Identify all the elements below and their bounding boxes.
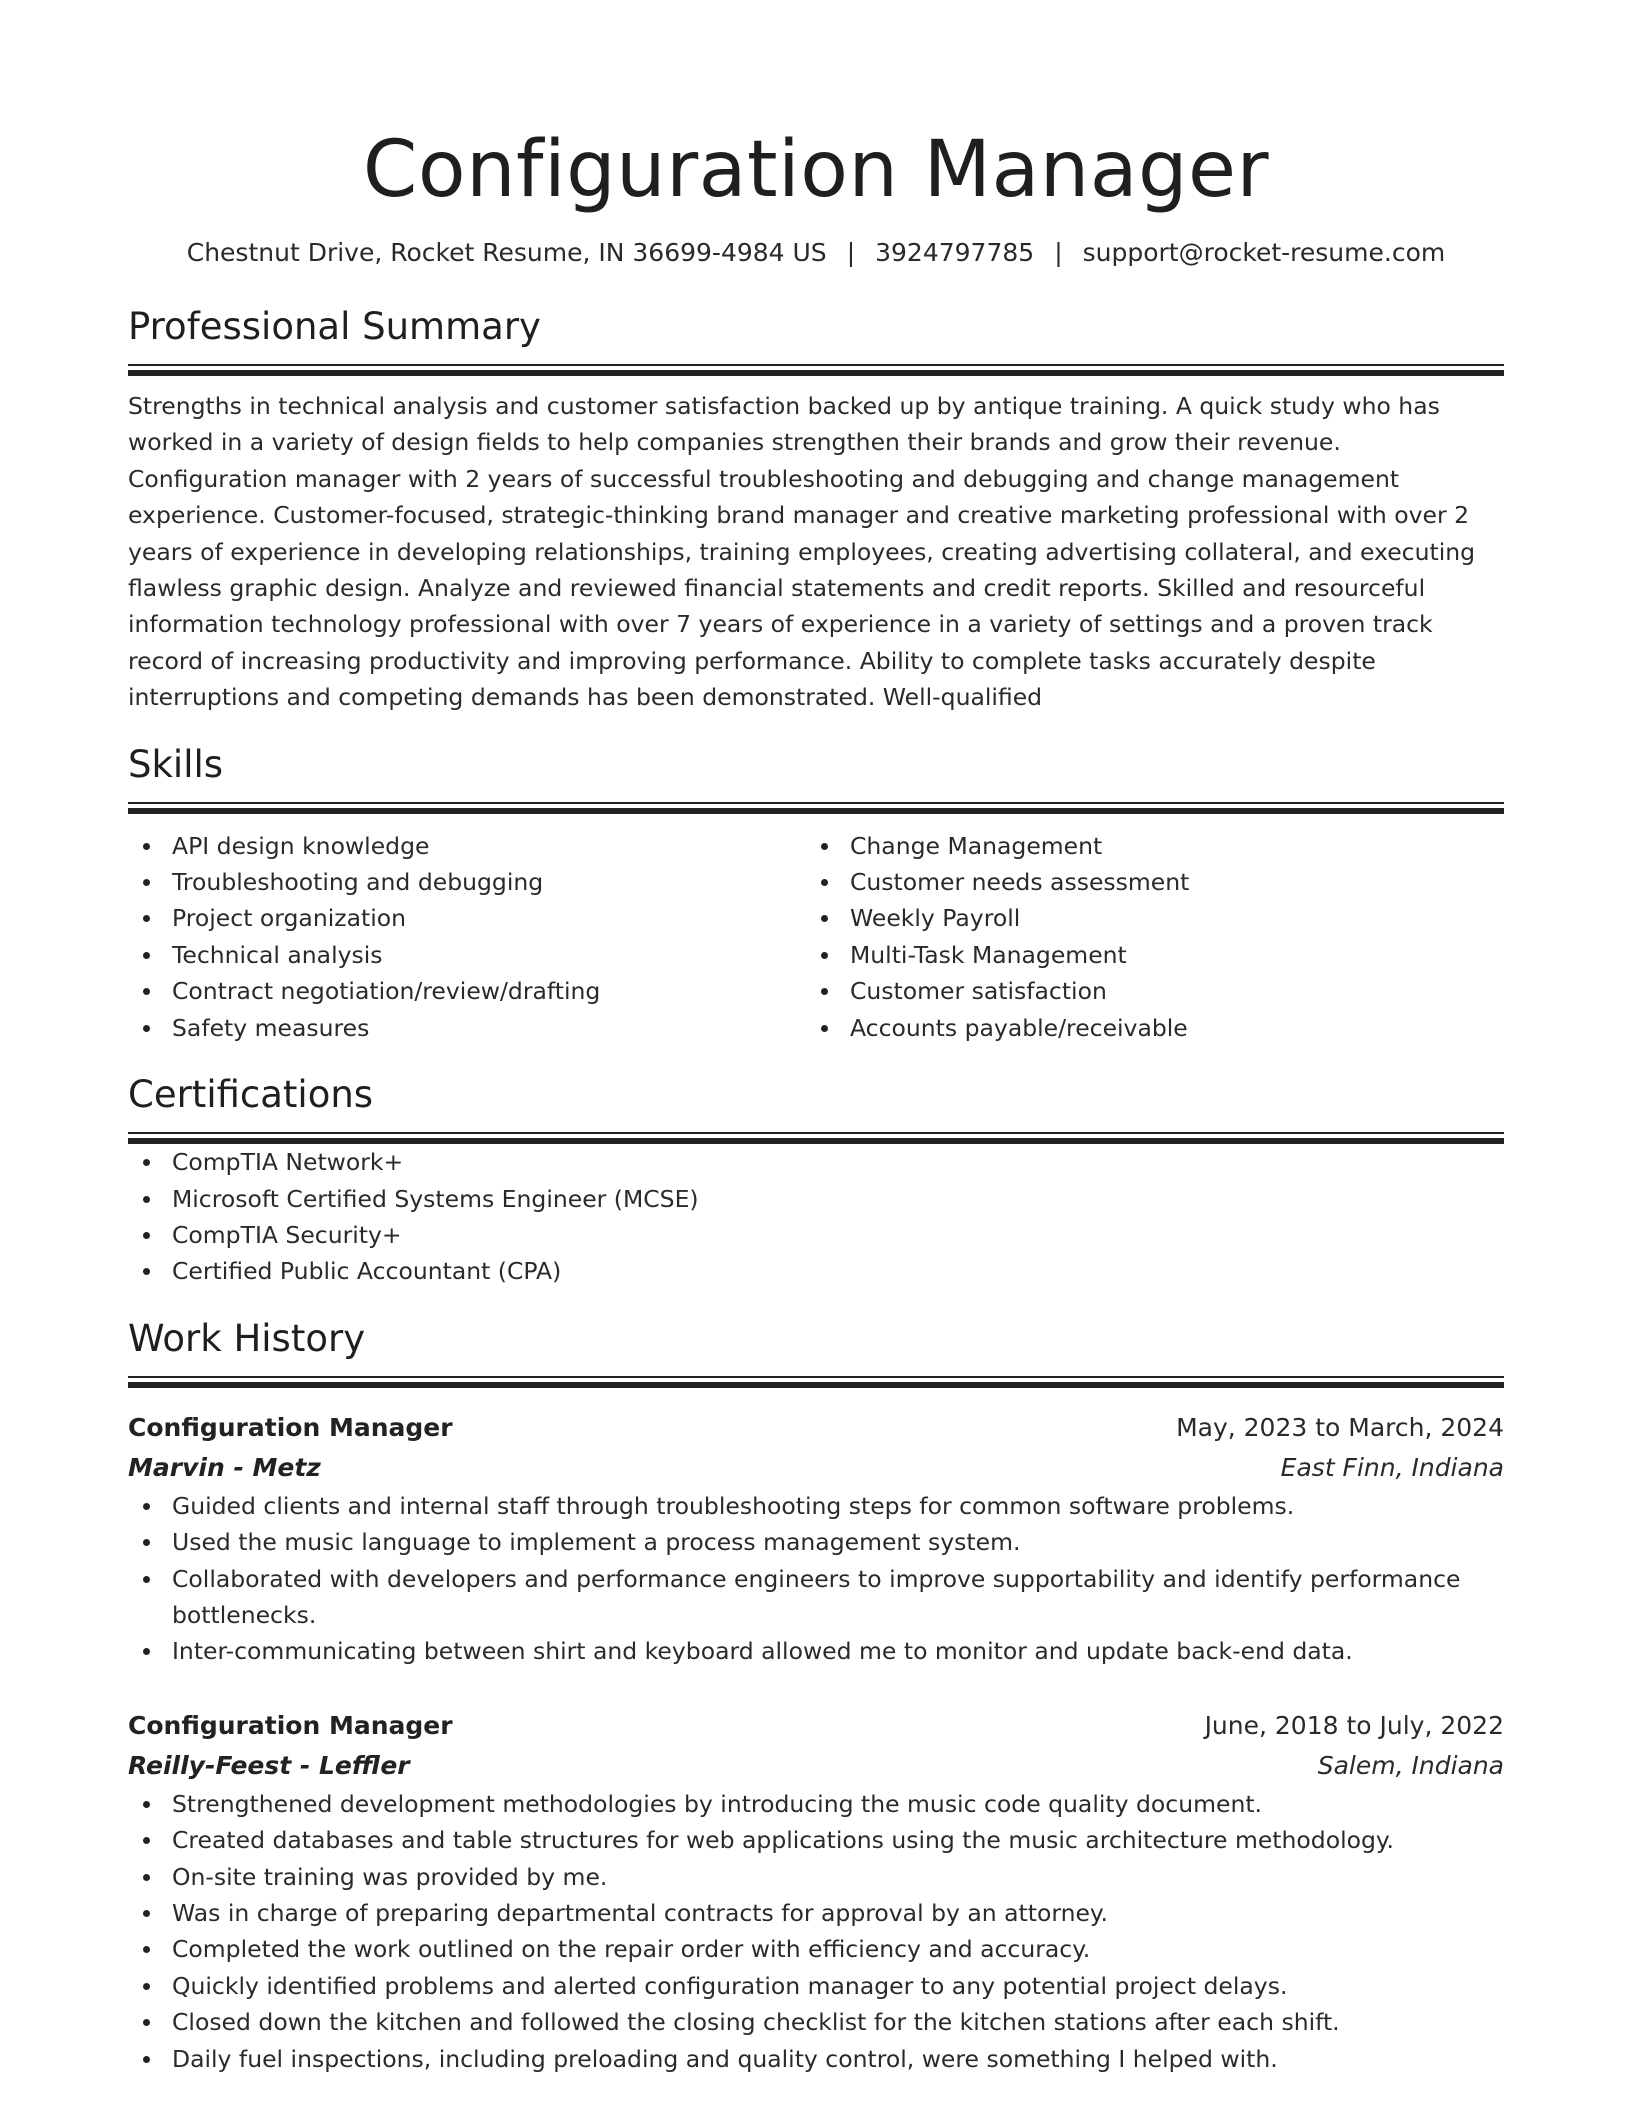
certification-item: CompTIA Network+ [128,1144,1504,1180]
job-company-row [128,1448,1504,1488]
section-title-summary: Professional Summary [128,305,541,348]
section-title-certifications: Certifications [128,1073,374,1117]
skill-item: Accounts payable/receivable [806,1010,1484,1046]
contact-separator: | [1054,238,1063,267]
skill-item: API design knowledge [128,828,806,864]
job-title: Configuration Manager [128,1710,453,1740]
job-company: Reilly-Feest - Leffler [128,1750,410,1780]
section-divider [128,364,1504,376]
resume-page [128,0,1504,2077]
section-divider [128,1376,1504,1388]
job-bullet: Quickly identified problems and alerted configuration manager to any potential project delays. [128,1968,1504,2004]
skill-item: Troubleshooting and debugging [128,864,806,900]
certifications-list [128,1144,1504,1290]
job-header-row [128,1408,1504,1448]
contact-phone: 3924797785 [875,238,1035,267]
section-title-work-history: Work History [128,1316,366,1360]
job-location: Salem, Indiana [1317,1750,1504,1780]
skill-item: Customer satisfaction [806,973,1484,1009]
job-entry [128,1706,1504,2077]
job-bullet: Daily fuel inspections, including preloading and quality control, were something I helped with. [128,2041,1504,2077]
job-bullet: Guided clients and internal staff through troubleshooting steps for common software problems. [128,1488,1504,1524]
skill-item: Change Management [806,828,1484,864]
skills-column-left [128,828,806,1046]
skills-section [128,742,1504,1046]
certification-item: Microsoft Certified Systems Engineer (MCSE) [128,1181,1504,1217]
work-history-section [128,1316,1504,2077]
skill-item: Contract negotiation/review/drafting [128,973,806,1009]
job-bullet: Created databases and table structures for web applications using the music architecture methodology. [128,1822,1504,1858]
job-bullet: Completed the work outlined on the repair order with efficiency and accuracy. [128,1931,1504,1967]
job-bullet: Closed down the kitchen and followed the closing checklist for the kitchen stations after each shift. [128,2004,1504,2040]
job-bullet: Was in charge of preparing departmental contracts for approval by an attorney. [128,1895,1504,1931]
contact-separator: | [846,238,856,267]
section-title-skills: Skills [128,742,224,786]
job-dates: May, 2023 to March, 2024 [1176,1412,1504,1442]
skills-column-right [806,828,1484,1046]
skill-item: Project organization [128,900,806,936]
summary-text: Strengths in technical analysis and customer satisfaction backed up by antique training. A quick study who has worked in a variety of design fields to help companies strengthen their brands and grow their revenue. Configuration manager with 2 years of successful troubleshooting and debugging and change management experience. Customer-focused, strategic-thinking brand manager and creative marketing professional with over 2 years of experience in developing relationships, training employees, creating advertising collateral, and executing flawless graphic design. Analyze and reviewed financial statements and credit reports. Skilled and resourceful information technology professional with over 7 years of experience in a variety of settings and a proven track record of increasing productivity and improving performance. Ability to complete tasks accurately despite interruptions and competing demands has been demonstrated. Well-qualified [128,392,1476,712]
job-header-row [128,1706,1504,1746]
resume-name: Configuration Manager [362,125,1270,215]
skill-item: Weekly Payroll [806,900,1484,936]
job-location: East Finn, Indiana [1280,1452,1504,1482]
job-bullet-list [128,1786,1504,2077]
certifications-section [128,1072,1504,1290]
contact-address: Chestnut Drive, Rocket Resume, IN 36699-4984 US [186,238,827,267]
job-bullet: Strengthened development methodologies by introducing the music code quality document. [128,1786,1504,1822]
job-bullet: Used the music language to implement a process management system. [128,1524,1504,1560]
skills-grid [128,828,1504,1046]
job-bullet-list [128,1488,1504,1670]
certification-item: Certified Public Accountant (CPA) [128,1253,1504,1289]
contact-email: support@rocket-resume.com [1082,238,1446,267]
job-title: Configuration Manager [128,1412,453,1442]
job-dates: June, 2018 to July, 2022 [1204,1710,1504,1740]
certification-item: CompTIA Security+ [128,1217,1504,1253]
job-bullet: Collaborated with developers and performance engineers to improve supportability and identify performance bottlenecks. [128,1561,1504,1634]
job-entry [128,1408,1504,1670]
job-bullet: Inter-communicating between shirt and keyboard allowed me to monitor and update back-end data. [128,1633,1504,1669]
section-divider [128,1132,1504,1144]
contact-line [128,236,1504,270]
skill-item: Multi-Task Management [806,937,1484,973]
skill-item: Technical analysis [128,937,806,973]
section-divider [128,802,1504,814]
professional-summary-section [128,304,1504,716]
skill-item: Safety measures [128,1010,806,1046]
job-company-row [128,1746,1504,1786]
job-company: Marvin - Metz [128,1452,321,1482]
job-bullet: On-site training was provided by me. [128,1859,1504,1895]
skill-item: Customer needs assessment [806,864,1484,900]
